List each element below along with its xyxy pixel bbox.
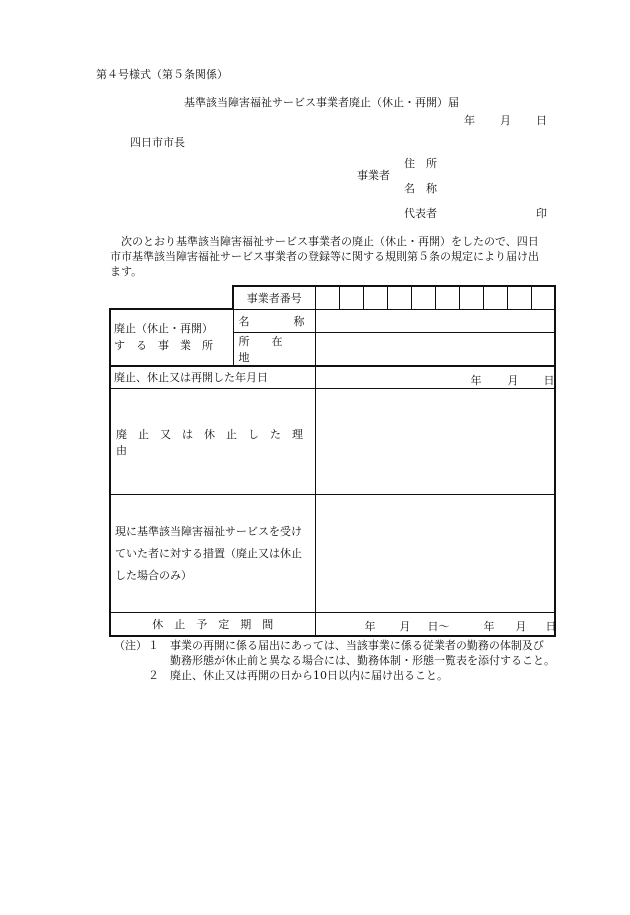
facility-label	[110, 309, 233, 366]
facility-label-line-2: す る 事 業 所	[114, 339, 213, 353]
operator-number-digit-3[interactable]	[363, 286, 387, 309]
date-day-label: 日	[536, 114, 547, 127]
period-start-month: 月	[399, 620, 411, 633]
operator-number-digit-2[interactable]	[339, 286, 363, 309]
facility-name-field[interactable]	[315, 309, 555, 332]
period-end-year: 年	[483, 620, 495, 633]
document-title: 基準該当障害福祉サービス事業者廃止（休止・再開）届	[184, 96, 459, 109]
body-line-2: 市市基準該当障害福祉サービス事業者の登録等に関する規則第５条の規定により届け出	[110, 250, 539, 263]
date-row-day: 日	[543, 373, 555, 387]
date-row-field[interactable]	[315, 366, 555, 389]
operator-number-digit-5[interactable]	[411, 286, 435, 309]
note-1-line-1: 事業の再開に係る届出にあっては、当該事業に係る従業者の勤務の体制及び	[170, 639, 544, 652]
facility-location-label: 所 在 地	[233, 332, 315, 366]
seal-mark: 印	[536, 207, 547, 220]
name-label: 名 称	[404, 182, 437, 195]
operator-number-digit-4[interactable]	[387, 286, 411, 309]
measures-field[interactable]	[315, 495, 555, 613]
facility-label-line-1: 廃止（休止・再開）	[114, 322, 213, 336]
operator-number-digit-1[interactable]	[315, 286, 339, 309]
period-end-day: 日	[545, 620, 557, 633]
note-1-number: １	[148, 639, 159, 652]
period-label: 休 止 予 定 期 間	[110, 613, 315, 636]
period-start-day: 日～	[427, 620, 450, 633]
date-row-label: 廃止、休止又は再開した年月日	[110, 366, 315, 389]
facility-location-field[interactable]	[315, 332, 555, 366]
body-text	[110, 234, 570, 279]
facility-name-label: 名 称	[233, 309, 315, 332]
operator-label: 事業者	[357, 169, 390, 182]
operator-number-digit-7[interactable]	[459, 286, 483, 309]
body-line-3: ます。	[110, 265, 143, 278]
operator-number-digit-6[interactable]	[435, 286, 459, 309]
reason-label: 廃 止 又 は 休 止 し た 理 由	[110, 389, 315, 495]
period-field[interactable]	[315, 613, 555, 636]
date-row-month: 月	[507, 373, 519, 387]
representative-label: 代表者	[404, 207, 437, 220]
operator-number-digit-8[interactable]	[483, 286, 507, 309]
reason-field[interactable]	[315, 389, 555, 495]
notes-prefix: （注）	[114, 639, 147, 652]
addressee: 四日市市長	[130, 136, 185, 149]
note-2-text: 廃止、休止又は再開の日から10日以内に届け出ること。	[170, 669, 448, 682]
period-start-year: 年	[364, 620, 376, 633]
date-row-year: 年	[470, 373, 482, 387]
measures-label: 現に基準該当障害福祉サービスを受けていた者に対する措置（廃止又は休止した場合のみ）	[110, 495, 315, 613]
operator-number-digit-9[interactable]	[507, 286, 531, 309]
operator-number-digit-10[interactable]	[531, 286, 555, 309]
operator-number-label: 事業者番号	[233, 286, 315, 309]
notification-form-table	[109, 285, 556, 637]
date-year-label: 年	[464, 114, 475, 127]
address-label: 住 所	[404, 157, 437, 170]
body-line-1: 次のとおり基準該当障害福祉サービス事業者の廃止（休止・再開）をしたので、四日	[121, 235, 539, 248]
period-end-month: 月	[515, 620, 527, 633]
empty-corner	[110, 286, 233, 309]
date-month-label: 月	[500, 114, 511, 127]
form-number: 第４号様式（第５条関係）	[96, 68, 228, 81]
note-1-line-2: 勤務形態が休止前と異なる場合には、勤務体制・形態一覧表を添付すること。	[170, 654, 555, 667]
note-2-number: ２	[148, 669, 159, 682]
